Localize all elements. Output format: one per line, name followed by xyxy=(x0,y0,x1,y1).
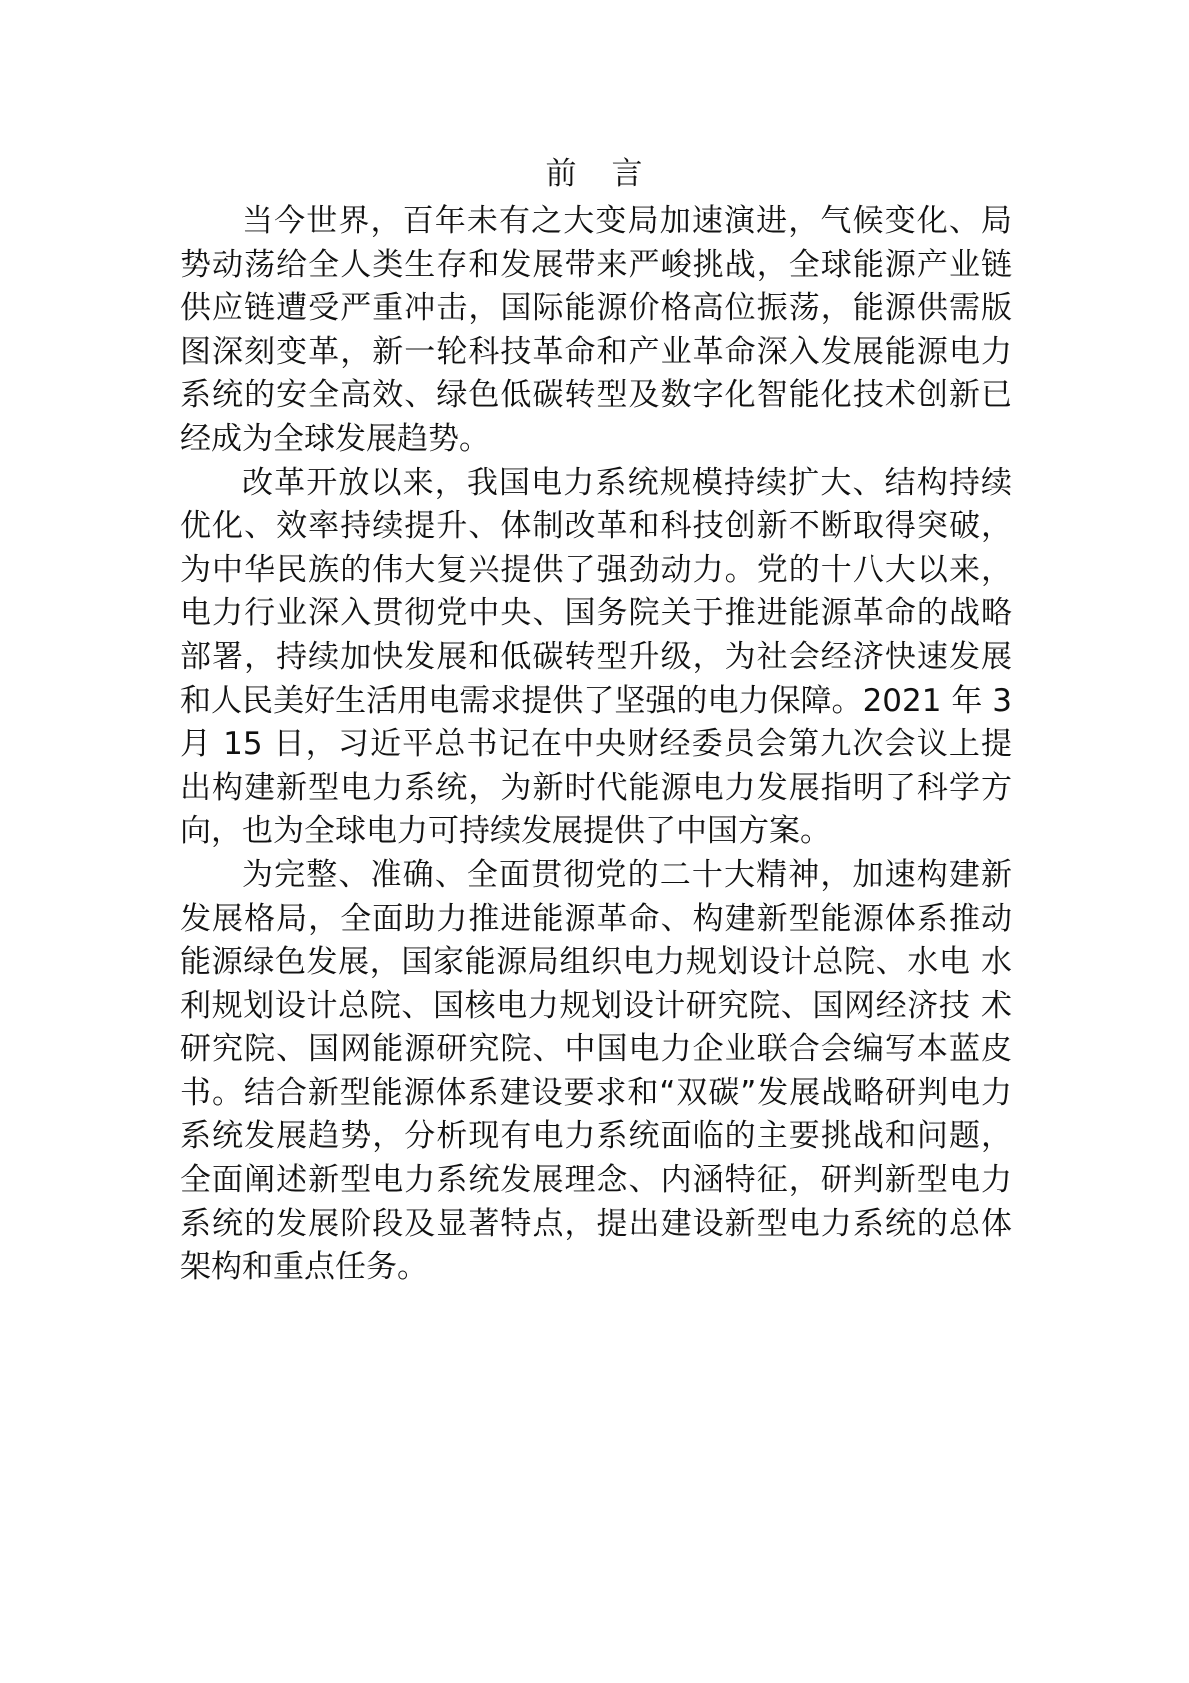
paragraph-3: 为完整、准确、全面贯彻党的二十大精神，加速构建新发展格局，全面助力推进能源革命、构建新型能源体系推动能源绿色发展，国家能源局组织电力规划设计总院、水电 水利规划设计总院、国核电力规划设计研究院、国网经济技 术研究院、国网能源研究院、中国电力企业联合会编写本蓝皮书。结合新型能源体系建设要求和“双碳”发展战略研判电力系统发展趋势，分析现有电力系统面临的主要挑战和问题，全面阐述新型电力系统发展理念、内涵特征，研判新型电力系统的发展阶段及显著特点，提出建设新型电力系统的总体架构和重点任务。 xyxy=(180,856,1012,1286)
paragraph-1: 当今世界，百年未有之大变局加速演进，气候变化、局势动荡给全人类生存和发展带来严峻挑战，全球能源产业链供应链遭受严重冲击，国际能源价格高位振荡，能源供需版图深刻变革，新一轮科技革命和产业革命深入发展能源电力系统的安全高效、绿色低碳转型及数字化智能化技术创新已经成为全球发展趋势。 xyxy=(180,203,1012,457)
paragraph-2: 改革开放以来，我国电力系统规模持续扩大、结构持续优化、效率持续提升、体制改革和科技创新不断取得突破，为中华民族的伟大复兴提供了强劲动力。党的十八大以来，电力行业深入贯彻党中央、国务院关于推进能源革命的战略部署，持续加快发展和低碳转型升级，为社会经济快速发展和人民美好生活用电需求提供了坚强的电力保障。2021 年 3 月 15 日，习近平总书记在中央财经委员会第九次会议上提出构建新型电力系统，为新时代能源电力发展指明了科学方向，也为全球电力可持续发展提供了中国方案。 xyxy=(180,464,1012,850)
body-text xyxy=(180,200,1012,1290)
title-char-1: 前 xyxy=(545,156,578,192)
page-title xyxy=(0,152,1189,196)
title-char-2: 言 xyxy=(611,156,644,192)
